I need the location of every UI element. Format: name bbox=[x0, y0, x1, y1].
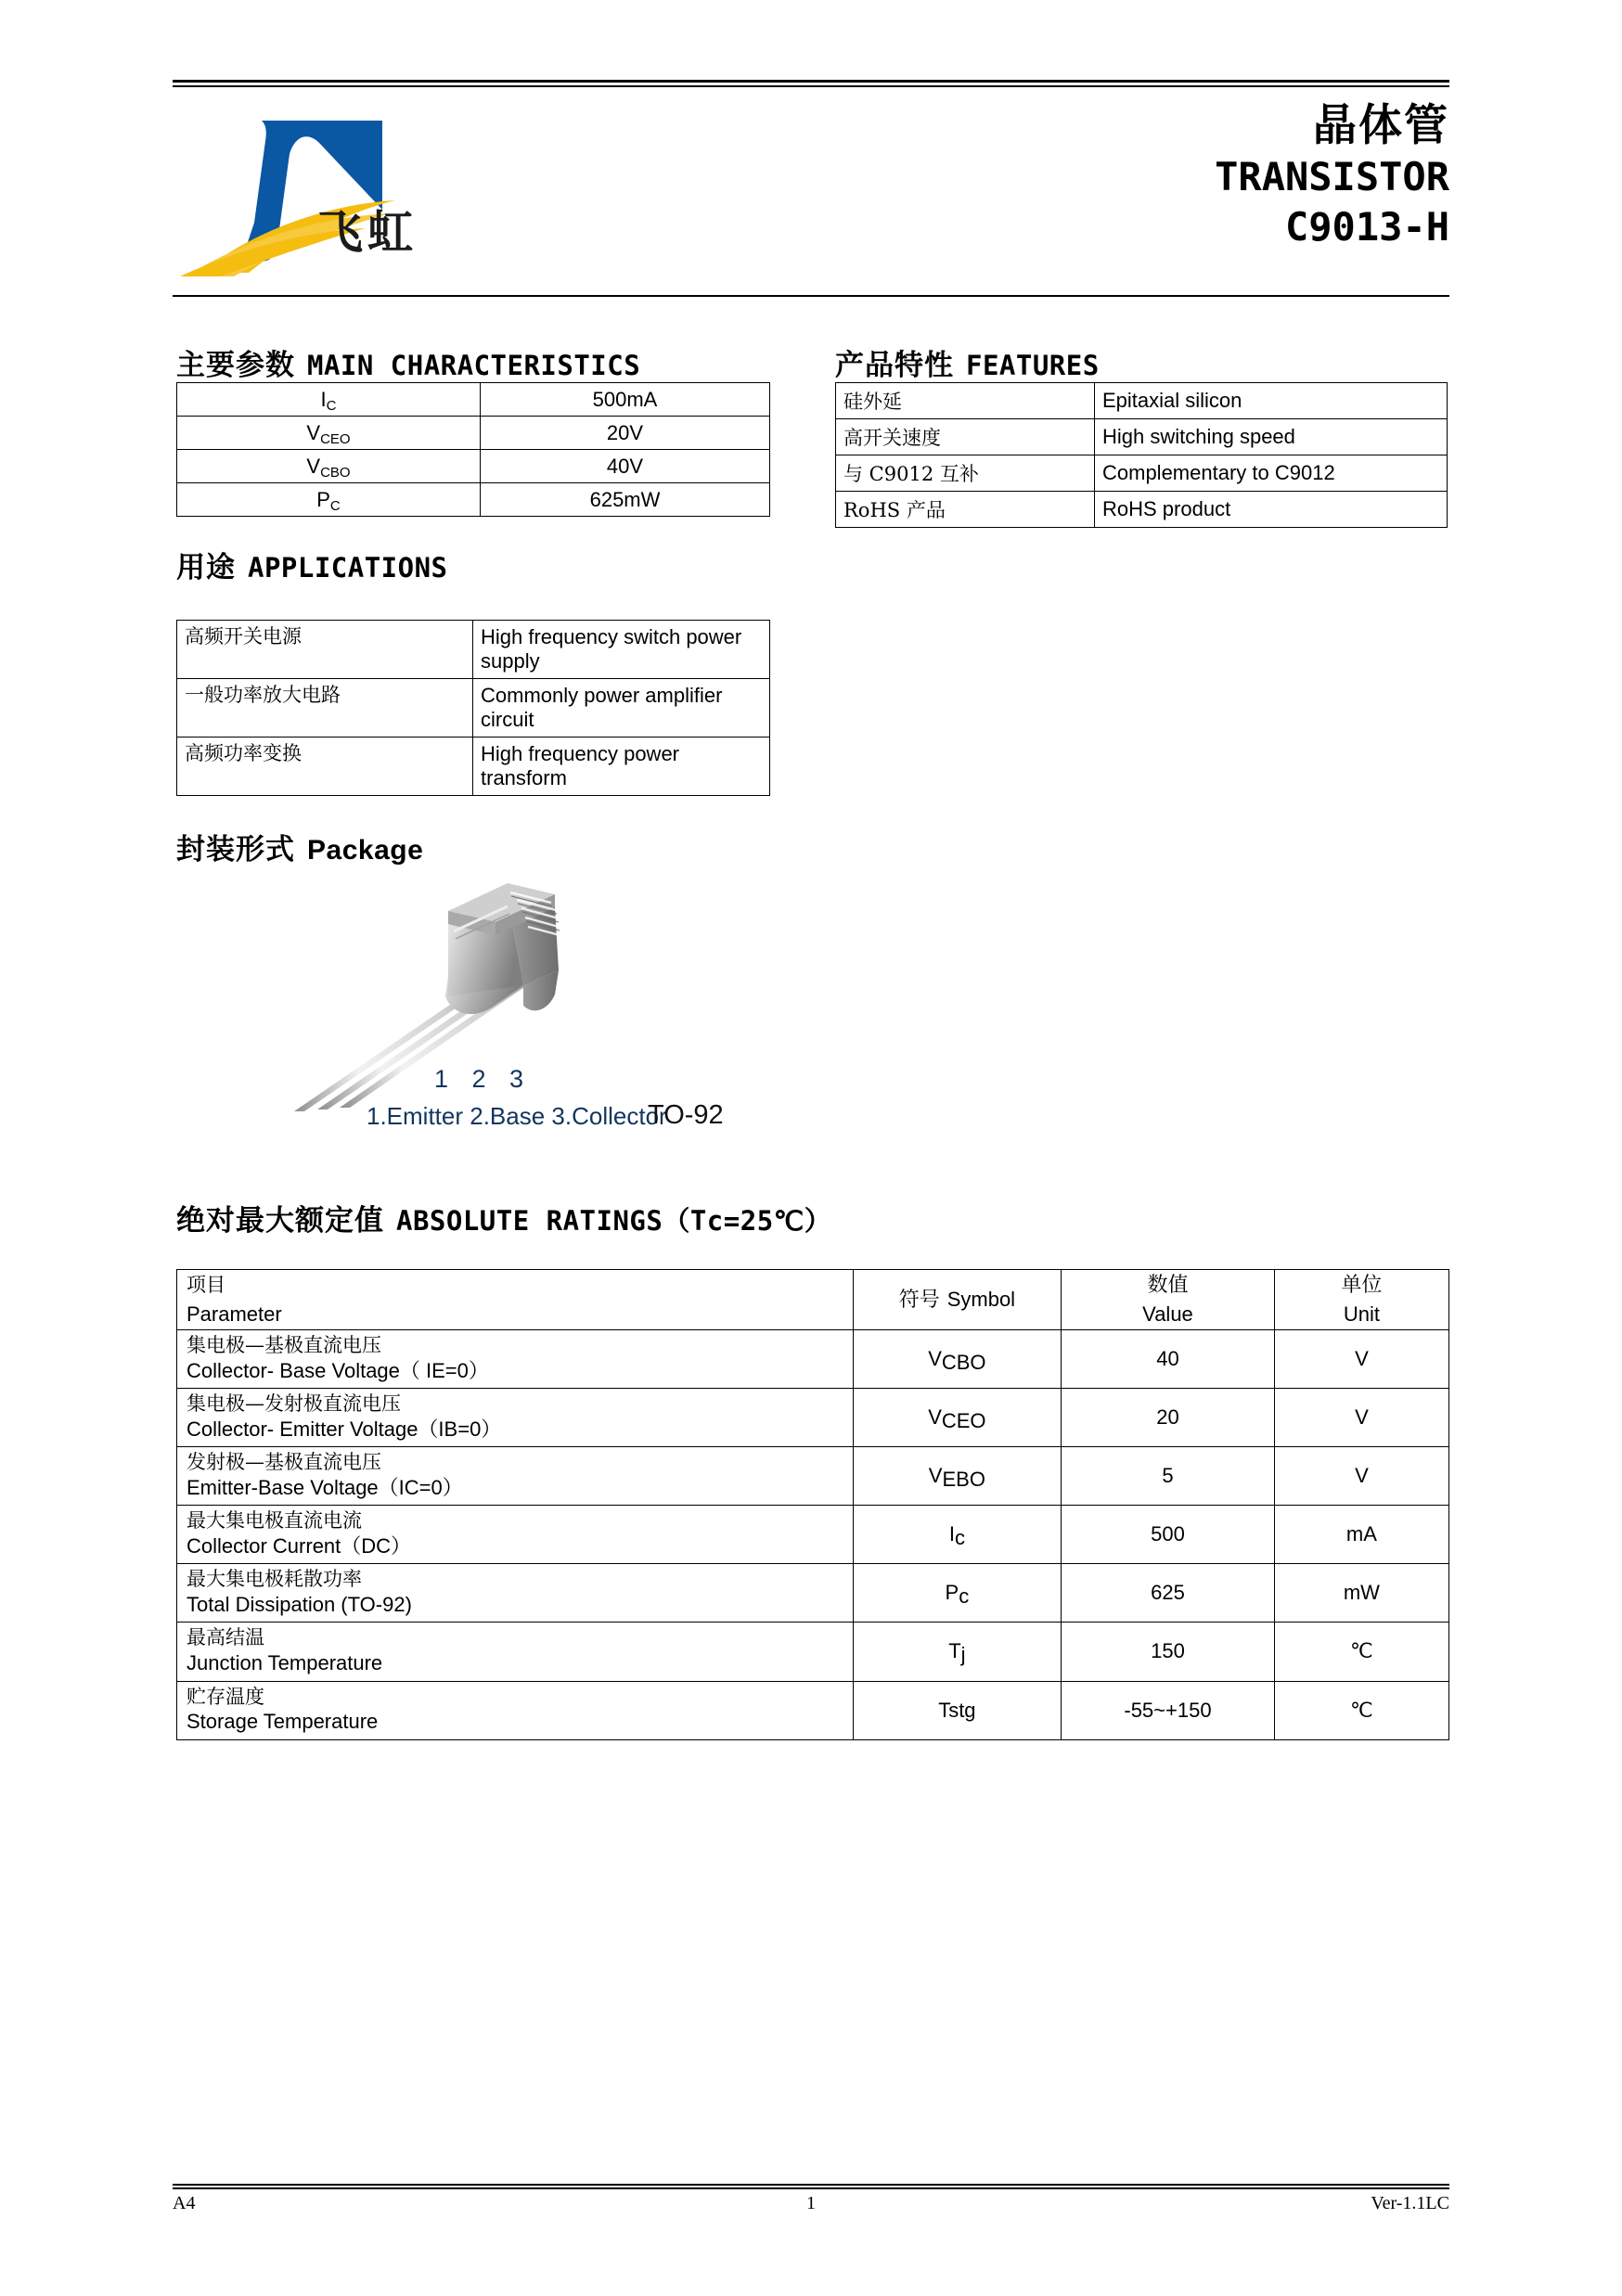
main-characteristics-heading-en: MAIN CHARACTERISTICS bbox=[307, 350, 641, 381]
main-characteristics-heading bbox=[176, 341, 640, 383]
absolute-ratings-heading-cn: 绝对最大额定值 bbox=[176, 1204, 384, 1238]
rating-parameter: 最大集电极直流电流 Collector Current（DC） bbox=[177, 1506, 854, 1564]
rating-parameter: 集电极—发射极直流电压 Collector- Emitter Voltage（IB=0） bbox=[177, 1389, 854, 1447]
feature-en: RoHS product bbox=[1095, 492, 1448, 528]
table-row bbox=[177, 1681, 1449, 1739]
applications-heading-en: APPLICATIONS bbox=[248, 552, 448, 584]
pin-legend: 1.Emitter 2.Base 3.Collector bbox=[367, 1102, 667, 1130]
features-heading-cn: 产品特性 bbox=[835, 349, 954, 382]
rating-value: -55~+150 bbox=[1062, 1681, 1275, 1739]
table-row bbox=[177, 417, 770, 450]
table-row bbox=[177, 1447, 1449, 1506]
characteristic-value: 625mW bbox=[481, 483, 770, 517]
header-top-rule bbox=[173, 80, 1449, 87]
application-en: High frequency switch power supply bbox=[473, 621, 770, 679]
document-title-block bbox=[744, 100, 1449, 250]
table-row bbox=[177, 483, 770, 517]
characteristic-symbol: VCEO bbox=[177, 417, 481, 450]
rating-value: 625 bbox=[1062, 1564, 1275, 1623]
feature-en: High switching speed bbox=[1095, 419, 1448, 455]
table-row bbox=[177, 383, 770, 417]
feature-cn: RoHS 产品 bbox=[836, 492, 1095, 528]
rating-value: 500 bbox=[1062, 1506, 1275, 1564]
brand-name-cn: 飞虹 bbox=[317, 206, 418, 259]
applications-heading-cn: 用途 bbox=[176, 551, 236, 584]
rating-symbol: VEBO bbox=[853, 1447, 1062, 1506]
main-characteristics-table bbox=[176, 382, 770, 517]
table-row bbox=[177, 737, 770, 795]
rating-unit: ℃ bbox=[1274, 1623, 1448, 1681]
absolute-ratings-heading bbox=[176, 1197, 831, 1238]
rating-symbol: Tstg bbox=[853, 1681, 1062, 1739]
footer-rule bbox=[173, 2184, 1449, 2189]
table-row bbox=[177, 678, 770, 737]
table-row bbox=[177, 1389, 1449, 1447]
rating-symbol: Tj bbox=[853, 1623, 1062, 1681]
rating-parameter: 贮存温度 Storage Temperature bbox=[177, 1681, 854, 1739]
features-table bbox=[835, 382, 1448, 528]
package-heading-cn: 封装形式 bbox=[176, 833, 295, 866]
footer-page-number: 1 bbox=[806, 2193, 816, 2213]
pin-numbers: 1 2 3 bbox=[434, 1065, 533, 1093]
table-row bbox=[836, 419, 1448, 455]
features-heading bbox=[835, 341, 1100, 383]
table-row bbox=[836, 383, 1448, 419]
package-diagram bbox=[176, 872, 770, 1178]
feature-cn: 硅外延 bbox=[836, 383, 1095, 419]
package-heading-en: Package bbox=[307, 835, 424, 866]
page-footer bbox=[173, 2193, 1449, 2225]
rating-unit: V bbox=[1274, 1447, 1448, 1506]
application-en: High frequency power transform bbox=[473, 737, 770, 795]
application-cn: 一般功率放大电路 bbox=[177, 678, 473, 737]
main-characteristics-heading-cn: 主要参数 bbox=[176, 349, 295, 382]
table-row bbox=[836, 492, 1448, 528]
company-logo bbox=[180, 100, 458, 276]
characteristic-symbol: VCBO bbox=[177, 450, 481, 483]
column-header-unit: 单位 Unit bbox=[1274, 1270, 1448, 1330]
package-type-label: TO-92 bbox=[648, 1100, 724, 1130]
table-row bbox=[177, 1506, 1449, 1564]
applications-heading bbox=[176, 544, 448, 585]
absolute-ratings-heading-en: ABSOLUTE RATINGS（Tc=25℃） bbox=[396, 1205, 832, 1237]
features-heading-en: FEATURES bbox=[966, 350, 1100, 381]
column-header-symbol: 符号 Symbol bbox=[853, 1270, 1062, 1330]
rating-unit: V bbox=[1274, 1330, 1448, 1389]
characteristic-value: 40V bbox=[481, 450, 770, 483]
header-bottom-rule bbox=[173, 295, 1449, 297]
feature-en: Epitaxial silicon bbox=[1095, 383, 1448, 419]
column-header-parameter: 项目 Parameter bbox=[177, 1270, 854, 1330]
characteristic-symbol: PC bbox=[177, 483, 481, 517]
transistor-body bbox=[445, 883, 560, 1014]
application-cn: 高频功率变换 bbox=[177, 737, 473, 795]
rating-symbol: VCEO bbox=[853, 1389, 1062, 1447]
rating-parameter: 最高结温 Junction Temperature bbox=[177, 1623, 854, 1681]
rating-unit: mA bbox=[1274, 1506, 1448, 1564]
to92-transistor-icon bbox=[176, 872, 770, 1178]
rating-value: 20 bbox=[1062, 1389, 1275, 1447]
package-heading bbox=[176, 826, 423, 867]
characteristic-value: 500mA bbox=[481, 383, 770, 417]
rating-value: 40 bbox=[1062, 1330, 1275, 1389]
table-row bbox=[177, 450, 770, 483]
rating-symbol: Ic bbox=[853, 1506, 1062, 1564]
rating-symbol: VCBO bbox=[853, 1330, 1062, 1389]
characteristic-symbol: IC bbox=[177, 383, 481, 417]
table-row bbox=[177, 1623, 1449, 1681]
part-number: C9013-H bbox=[1284, 203, 1449, 250]
table-row bbox=[177, 621, 770, 679]
feature-cn: 高开关速度 bbox=[836, 419, 1095, 455]
application-en: Commonly power amplifier circuit bbox=[473, 678, 770, 737]
rating-parameter: 集电极—基极直流电压 Collector- Base Voltage（ IE=0） bbox=[177, 1330, 854, 1389]
feature-en: Complementary to C9012 bbox=[1095, 455, 1448, 492]
page-header bbox=[173, 93, 1449, 288]
rating-value: 5 bbox=[1062, 1447, 1275, 1506]
rating-unit: mW bbox=[1274, 1564, 1448, 1623]
footer-version: Ver-1.1LC bbox=[1371, 2193, 1449, 2213]
title-chinese: 晶体管 bbox=[1313, 100, 1449, 151]
rating-value: 150 bbox=[1062, 1623, 1275, 1681]
table-row bbox=[177, 1330, 1449, 1389]
absolute-ratings-table bbox=[176, 1269, 1449, 1740]
title-english: TRANSISTOR bbox=[1215, 154, 1449, 200]
applications-table bbox=[176, 620, 770, 796]
column-header-value: 数值 Value bbox=[1062, 1270, 1275, 1330]
rating-parameter: 最大集电极耗散功率 Total Dissipation (TO-92) bbox=[177, 1564, 854, 1623]
rating-unit: ℃ bbox=[1274, 1681, 1448, 1739]
rating-symbol: Pc bbox=[853, 1564, 1062, 1623]
application-cn: 高频开关电源 bbox=[177, 621, 473, 679]
feature-cn: 与 C9012 互补 bbox=[836, 455, 1095, 492]
table-header-row bbox=[177, 1270, 1449, 1330]
table-row bbox=[177, 1564, 1449, 1623]
rating-parameter: 发射极—基极直流电压 Emitter-Base Voltage（IC=0） bbox=[177, 1447, 854, 1506]
table-row bbox=[836, 455, 1448, 492]
rating-unit: V bbox=[1274, 1389, 1448, 1447]
characteristic-value: 20V bbox=[481, 417, 770, 450]
footer-paper-size: A4 bbox=[173, 2193, 196, 2213]
